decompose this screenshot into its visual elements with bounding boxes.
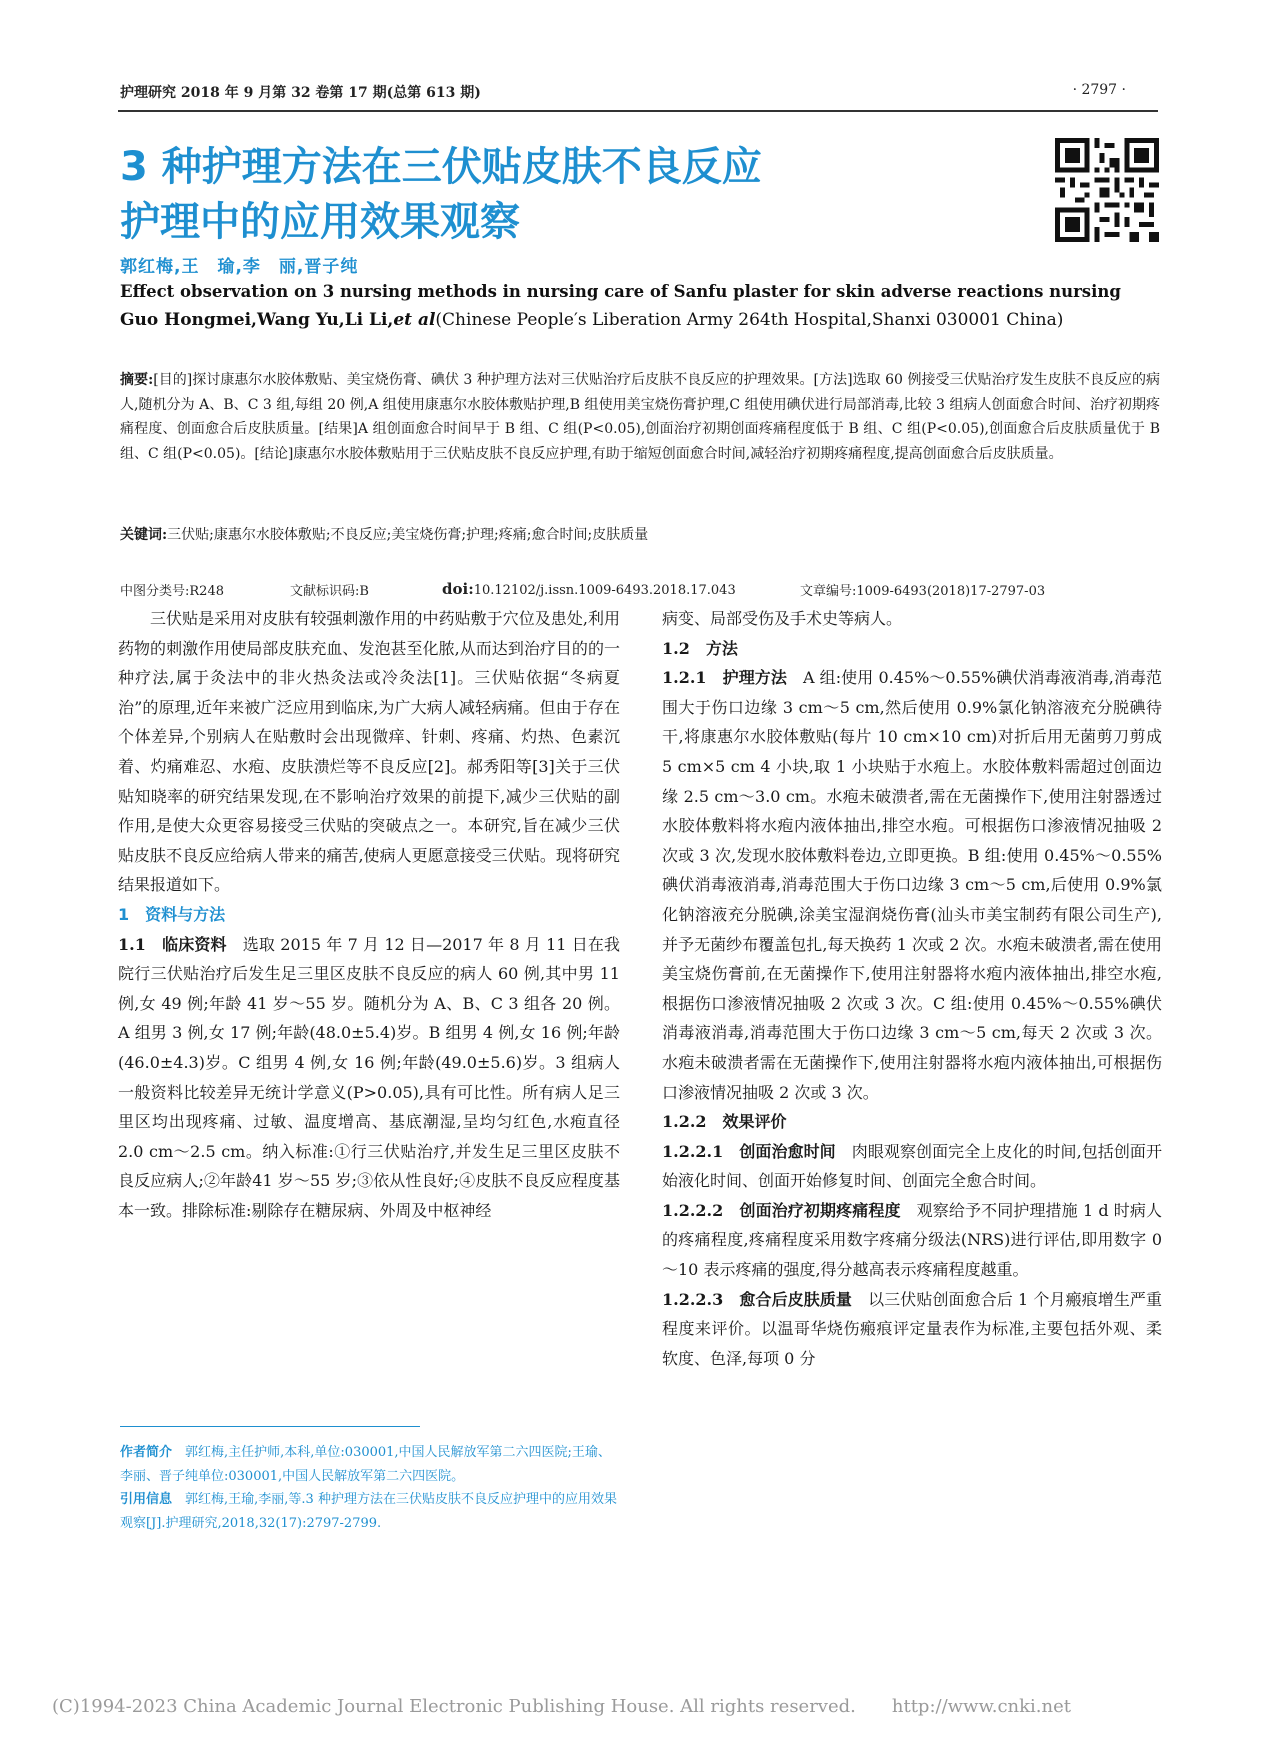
- section-heading-1: 1 资料与方法: [118, 904, 226, 924]
- keywords: [120, 523, 1160, 547]
- citation-info-label: 引用信息: [120, 1492, 173, 1507]
- article-number: 文章编号:1009-6493(2018)17-2797-03: [800, 584, 1046, 599]
- body-column-left: [118, 604, 620, 1225]
- abstract-text: [目的]探讨康惠尔水胶体敷贴、美宝烧伤膏、碘伏 3 种护理方法对三伏贴治疗后皮肤不良反应的护理效果。[方法]选取 60 例接受三伏贴治疗发生皮肤不良反应的病人,随机分为 A、B、C 3 组,每组 20 例,A 组使用康惠尔水胶体敷贴护理,B 组使用美宝烧伤膏护理,C 组使用碘伏进行局部消毒,比较 3 组病人创面愈合时间、治疗初期疼痛程度、创面愈合后皮肤质量。[结果]A 组创面愈合时间早于 B 组、C 组(P<0.05),创面治疗初期创面疼痛程度低于 B 组、C 组(P<0.05),创面愈合后皮肤质量优于 B 组、C 组(P<0.05)。[结论]康惠尔水胶体敷贴用于三伏贴皮肤不良反应护理,有助于缩短创面愈合时间,减轻治疗初期疼痛程度,提高创面愈合后皮肤质量。: [120, 372, 1160, 462]
- section-1-2-2-3-heading: 1.2.2.3 愈合后皮肤质量: [662, 1289, 853, 1309]
- running-header-page-number: · 2797 ·: [1072, 82, 1126, 98]
- section-1-1-text: 选取 2015 年 7 月 12 日—2017 年 8 月 11 日在我院行三伏贴治疗后发生足三里区皮肤不良反应的病人 60 例,其中男 11 例,女 49 例;年龄 41 岁～55 岁。随机分为 A、B、C 3 组各 20 例。A 组男 3 例,女 17 例;年龄(48.0±5.4)岁。B 组男 4 例,女 16 例;年龄(46.0±4.3)岁。C 组男 4 例,女 16 例;年龄(49.0±5.6)岁。3 组病人一般资料比较差异无统计学意义(P>0.05),具有可比性。所有病人足三里区均出现疼痛、过敏、温度增高、基底潮湿,呈均匀红色,水疱直径 2.0 cm～2.5 cm。纳入标准:①行三伏贴治疗,并发生足三里区皮肤不良反应病人;②年龄41 岁～55 岁;③依从性良好;④皮肤不良反应程度基本一致。排除标准:剔除存在糖尿病、外周及中枢神经: [118, 934, 620, 1220]
- abstract-label: 摘要:: [120, 372, 154, 388]
- section-1-2-2-1: [662, 1137, 1162, 1196]
- section-1-2-2-3-text: 以三伏贴创面愈合后 1 个月瘢痕增生严重程度来评价。以温哥华烧伤瘢痕评定量表作为标准,主要包括外观、柔软度、色泽,每项 0 分: [662, 1289, 1162, 1368]
- header-rule: [118, 110, 1158, 112]
- doi-value: 10.12102/j.issn.1009-6493.2018.17.043: [473, 583, 736, 598]
- section-1-1-heading: 1.1 临床资料: [118, 934, 227, 954]
- article-title-line-2: 护理中的应用效果观察: [120, 199, 520, 245]
- english-author-names: Guo Hongmei,Wang Yu,Li Li,: [120, 310, 394, 330]
- citation-info: [120, 1488, 622, 1535]
- author-info-label: 作者简介: [120, 1445, 173, 1460]
- section-1-2-2-heading: 1.2.2 效果评价: [662, 1112, 787, 1132]
- clc-number: 中图分类号:R248: [120, 584, 224, 599]
- section-1-2-1-heading: 1.2.1 护理方法: [662, 668, 787, 688]
- copyright-watermark: (C)1994-2023 China Academic Journal Electronic Publishing House. All rights reserved. http://www.cnki.net: [52, 1696, 1071, 1717]
- document-code: 文献标识码:B: [290, 584, 369, 599]
- section-1-2-1-text: A 组:使用 0.45%～0.55%碘伏消毒液消毒,消毒范围大于伤口边缘 3 cm～5 cm,然后使用 0.9%氯化钠溶液充分脱碘待干,将康惠尔水胶体敷贴(每片 10 cm×10 cm)对折后用无菌剪刀剪成 5 cm×5 cm 4 小块,取 1 小块贴于水疱上。水胶体敷料需超过创面边缘 2.5 cm～3.0 cm。水疱未破溃者,需在无菌操作下,使用注射器透过水胶体敷料将水疱内液体抽出,排空水疱。可根据伤口渗液情况抽吸 2 次或 3 次,发现水胶体敷料卷边,立即更换。B 组:使用 0.45%～0.55%碘伏消毒液消毒,消毒范围大于伤口边缘 3 cm～5 cm,后使用 0.9%氯化钠溶液充分脱碘,涂美宝湿润烧伤膏(汕头市美宝制药有限公司生产),并予无菌纱布覆盖包扎,每天换药 1 次或 2 次。水疱未破溃者,需在使用美宝烧伤膏前,在无菌操作下,使用注射器将水疱内液体抽出,排空水疱,根据伤口渗液情况抽吸 2 次或 3 次。C 组:使用 0.45%～0.55%碘伏消毒液消毒,消毒范围大于伤口边缘 3 cm～5 cm,每天 2 次或 3 次。水疱未破溃者需在无菌操作下,使用注射器将水疱内液体抽出,可根据伤口渗液情况抽吸 2 次或 3 次。: [662, 668, 1162, 1102]
- body-column-right: [662, 604, 1162, 1373]
- article-title: [120, 140, 980, 250]
- section-1-2-heading: 1.2 方法: [662, 638, 738, 658]
- keywords-label: 关键词:: [120, 527, 168, 543]
- section-1-2-2-2: [662, 1196, 1162, 1285]
- continued-text: 病变、局部受伤及手术史等病人。: [662, 609, 903, 628]
- section-1-2-1: [662, 663, 1162, 1107]
- running-header-journal: 护理研究 2018 年 9 月第 32 卷第 17 期(总第 613 期): [120, 85, 481, 101]
- section-1-2-2-1-heading: 1.2.2.1 创面治愈时间: [662, 1141, 836, 1161]
- footnote-rule: [120, 1426, 420, 1427]
- english-title: Effect observation on 3 nursing methods in nursing care of Sanfu plaster for skin adverse reactions nursing: [120, 282, 1121, 301]
- abstract: [120, 368, 1160, 466]
- english-affiliation: (Chinese People′s Liberation Army 264th Hospital,Shanxi 030001 China): [435, 310, 1064, 330]
- section-1-2-2-1-text: 肉眼观察创面完全上皮化的时间,包括创面开始液化时间、创面开始修复时间、创面完全愈合时间。: [662, 1141, 1162, 1191]
- doi: [442, 580, 736, 598]
- footnote: [120, 1441, 622, 1535]
- intro-paragraph: 三伏贴是采用对皮肤有较强刺激作用的中药贴敷于穴位及患处,利用药物的刺激作用使局部皮肤充血、发泡甚至化脓,从而达到治疗目的的一种疗法,属于灸法中的非火热灸法或冷灸法[1]。三伏贴依据“冬病夏治”的原理,近年来被广泛应用到临床,为广大病人减轻病痛。但由于存在个体差异,个别病人在贴敷时会出现微痒、针刺、疼痛、灼热、色素沉着、灼痛难忍、水疱、皮肤溃烂等不良反应[2]。郝秀阳等[3]关于三伏贴知晓率的研究结果发现,在不影响治疗效果的前提下,减少三伏贴的副作用,是使大众更容易接受三伏贴的突破点之一。本研究,旨在减少三伏贴皮肤不良反应给病人带来的痛苦,使病人更愿意接受三伏贴。现将研究结果报道如下。: [118, 609, 620, 895]
- english-et-al: et al: [393, 310, 436, 330]
- english-authors: [120, 310, 1063, 330]
- author-info-text: 郭红梅,主任护师,本科,单位:030001,中国人民解放军第二六四医院;王瑜、李丽、晋子纯单位:030001,中国人民解放军第二六四医院。: [120, 1445, 611, 1484]
- section-1-2-2-2-text: 观察给予不同护理措施 1 d 时病人的疼痛程度,疼痛程度采用数字疼痛分级法(NRS)进行评估,即用数字 0～10 表示疼痛的强度,得分越高表示疼痛程度越重。: [662, 1200, 1162, 1280]
- article-title-line-1: 3 种护理方法在三伏贴皮肤不良反应: [120, 144, 762, 190]
- doi-label: doi:: [442, 580, 474, 598]
- keywords-text: 三伏贴;康惠尔水胶体敷贴;不良反应;美宝烧伤膏;护理;疼痛;愈合时间;皮肤质量: [167, 527, 649, 543]
- citation-info-text: 郭红梅,王瑜,李丽,等.3 种护理方法在三伏贴皮肤不良反应护理中的应用效果观察[J].护理研究,2018,32(17):2797-2799.: [120, 1492, 617, 1531]
- author-info: [120, 1441, 622, 1488]
- section-1-2-2-3: [662, 1285, 1162, 1374]
- section-1-1: [118, 930, 620, 1226]
- section-1-2-2-2-heading: 1.2.2.2 创面治疗初期疼痛程度: [662, 1200, 901, 1220]
- authors-chinese: 郭红梅,王 瑜,李 丽,晋子纯: [120, 257, 359, 277]
- qr-code-icon: [1055, 138, 1159, 242]
